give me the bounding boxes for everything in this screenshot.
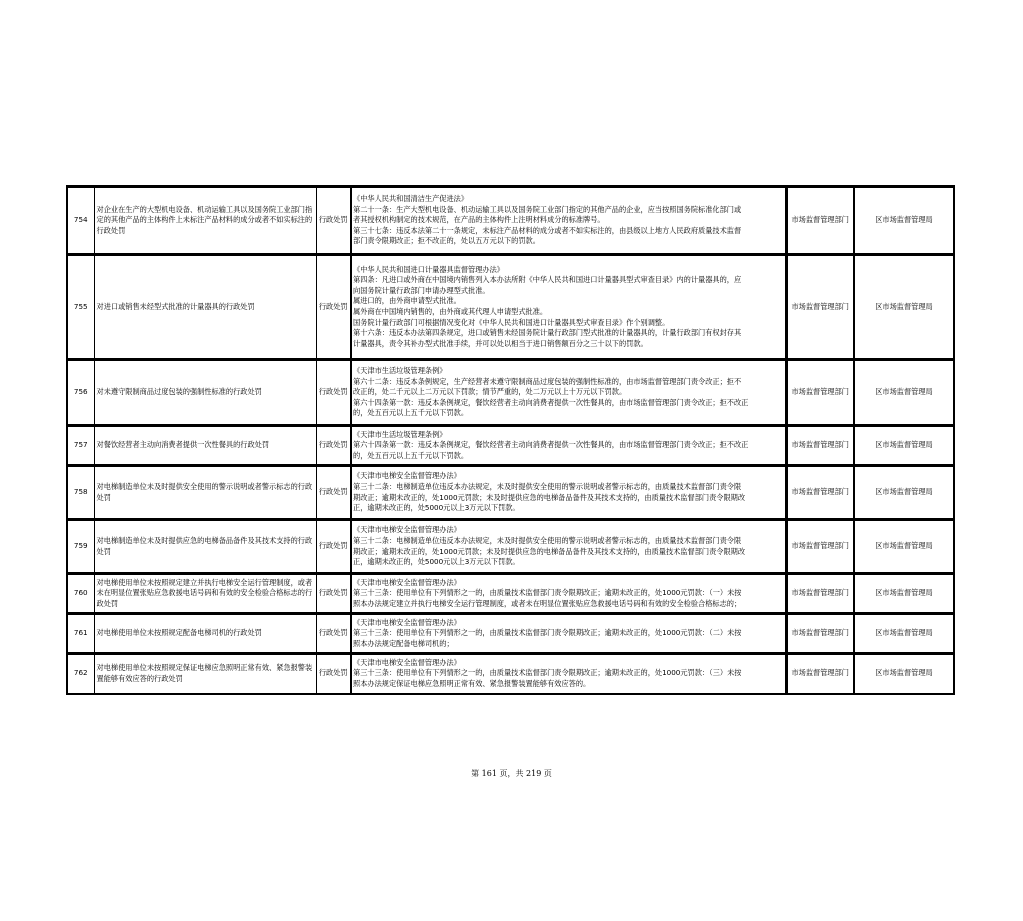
responsible-dept: 市场监督管理部门 [786,255,854,360]
table-row [67,187,954,255]
legal-basis [351,187,786,255]
legal-basis-line: 改正的，处二千元以上二万元以下罚款；情节严重的，处二万元以上十万元以下罚款。 [353,387,627,397]
legal-basis-line: 照本办法规定配备电梯司机的； [353,638,454,648]
legal-basis-line: 国务院计量行政部门可根据情况变化对《中华人民共和国进口计量器具型式审查目录》作个别调整。 [353,317,670,327]
legal-basis-line: 计量器具，责令其补办型式批准手续，并可以处以相当于进口销售额百分之三十以下的罚款。 [353,338,648,348]
page-footer: 第 161 页，共 219 页 [471,769,552,778]
legal-basis-line: 第三十二条：电梯制造单位违反本办法规定，未及时提供安全使用的警示说明或者警示标志的，由质量技术监督部门责令限 [353,535,742,545]
legal-basis-line: 《天津市电梯安全监督管理办法》 [353,577,461,587]
item-number: 761 [67,614,94,654]
implementing-agency: 区市场监督管理局 [854,426,954,466]
item-name: 对企业在生产的大型机电设备、机动运输工具以及国务院工业部门指定的其他产品的主体构件上未标注产品材料的成分或者不如实标注的行政处罚 [94,187,316,255]
item-number: 754 [67,187,94,255]
table-row [67,255,954,360]
legal-basis [351,466,786,520]
table-body [67,187,954,694]
implementing-agency: 区市场监督管理局 [854,466,954,520]
legal-basis-line: 第四条：凡进口或外商在中国境内销售列入本办法所附《中华人民共和国进口计量器具型式审查目录》内的计量器具的，应 [353,275,742,285]
table-row [67,614,954,654]
responsible-dept: 市场监督管理部门 [786,426,854,466]
item-type: 行政处罚 [316,520,351,574]
implementing-agency: 区市场监督管理局 [854,255,954,360]
legal-basis-line: 正，逾期未改正的，处5000元以上3万元以下罚款。 [353,503,520,513]
implementing-agency: 区市场监督管理局 [854,520,954,574]
item-type: 行政处罚 [316,255,351,360]
legal-basis-line: 第六十二条：违反本条例规定，生产经营者未遵守限制商品过度包装的强制性标准的，由市场监督管理部门责令改正；拒不 [353,376,742,386]
table-row [67,574,954,614]
legal-basis-line: 第六十四条第一款：违反本条例规定，餐饮经营者主动向消费者提供一次性餐具的，由市场监督管理部门责令改正；拒不改正 [353,440,749,450]
item-type: 行政处罚 [316,574,351,614]
legal-basis-line: 正，逾期未改正的，处5000元以上3万元以下罚款。 [353,557,520,567]
item-number: 760 [67,574,94,614]
legal-basis-line: 的，处五百元以上五千元以下罚款。 [353,408,469,418]
legal-basis-line: 第三十二条：电梯制造单位违反本办法规定，未及时提供安全使用的警示说明或者警示标志的，由质量技术监督部门责令限 [353,481,742,491]
legal-basis-line: 《天津市电梯安全监督管理办法》 [353,657,461,667]
legal-basis [351,574,786,614]
legal-basis-line: 《中华人民共和国进口计量器具监督管理办法》 [353,264,504,274]
legal-basis [351,654,786,694]
responsible-dept: 市场监督管理部门 [786,187,854,255]
legal-basis [351,360,786,426]
item-name: 对电梯制造单位未及时提供安全使用的警示说明或者警示标志的行政处罚 [94,466,316,520]
responsible-dept: 市场监督管理部门 [786,574,854,614]
item-number: 756 [67,360,94,426]
item-name: 对电梯使用单位未按照规定建立并执行电梯安全运行管理制度，或者未在明显位置张贴应急救援电话号码和有效的安全检验合格标志的行政处罚 [94,574,316,614]
implementing-agency: 区市场监督管理局 [854,654,954,694]
table-row [67,360,954,426]
legal-basis-line: 第三十三条：使用单位有下列情形之一的，由质量技术监督部门责令限期改正；逾期未改正的，处1000元罚款：（一）未按 [353,588,742,598]
legal-basis-line: 照本办法规定保证电梯应急照明正常有效、紧急报警装置能够有效应答的。 [353,679,591,689]
legal-basis-line: 《天津市电梯安全监督管理办法》 [353,525,461,535]
item-name: 对电梯使用单位未按照规定配备电梯司机的行政处罚 [94,614,316,654]
table-row [67,466,954,520]
implementing-agency: 区市场监督管理局 [854,614,954,654]
legal-basis-line: 第十六条：违反本办法第四条规定，进口或销售未经国务院计量行政部门型式批准的计量器具的，计量行政部门有权封存其 [353,328,742,338]
implementing-agency: 区市场监督管理局 [854,360,954,426]
legal-basis-line: 照本办法规定建立并执行电梯安全运行管理制度，或者未在明显位置张贴应急救援电话号码和有效的安全检验合格标志的； [353,598,742,608]
item-type: 行政处罚 [316,654,351,694]
item-type: 行政处罚 [316,426,351,466]
legal-basis-line: 期改正；逾期未改正的，处1000元罚款；未及时提供应急的电梯备品备件及其技术支持的，由质量技术监督部门责令限期改 [353,546,746,556]
item-name: 对进口或销售未经型式批准的计量器具的行政处罚 [94,255,316,360]
item-type: 行政处罚 [316,360,351,426]
legal-basis-line: 部门责令限期改正；拒不改正的，处以五万元以下的罚款。 [353,236,540,246]
table-row [67,426,954,466]
legal-basis-line: 《天津市电梯安全监督管理办法》 [353,617,461,627]
legal-basis-line: 第三十三条：使用单位有下列情形之一的，由质量技术监督部门责令限期改正；逾期未改正的，处1000元罚款：（三）未按 [353,668,742,678]
legal-basis [351,614,786,654]
responsible-dept: 市场监督管理部门 [786,614,854,654]
legal-basis-line: 第六十四条第一款：违反本条例规定，餐饮经营者主动向消费者提供一次性餐具的，由市场监督管理部门责令改正；拒不改正 [353,397,749,407]
implementing-agency: 区市场监督管理局 [854,574,954,614]
legal-basis-line: 向国务院计量行政部门申请办理型式批准。 [353,285,490,295]
legal-basis-line: 的，处五百元以上五千元以下罚款。 [353,450,469,460]
item-number: 755 [67,255,94,360]
item-name: 对未遵守限制商品过度包装的强制性标准的行政处罚 [94,360,316,426]
item-name: 对餐饮经营者主动向消费者提供一次性餐具的行政处罚 [94,426,316,466]
legal-basis [351,520,786,574]
legal-basis-line: 《中华人民共和国清洁生产促进法》 [353,194,469,204]
table-row [67,520,954,574]
item-type: 行政处罚 [316,187,351,255]
legal-basis [351,255,786,360]
implementing-agency: 区市场监督管理局 [854,187,954,255]
table-row [67,654,954,694]
responsible-dept: 市场监督管理部门 [786,520,854,574]
item-type: 行政处罚 [316,466,351,520]
legal-basis-line: 属外商在中国境内销售的，由外商或其代理人申请型式批准。 [353,307,548,316]
legal-basis-line: 《天津市生活垃圾管理条例》 [353,366,447,376]
legal-basis-line: 《天津市电梯安全监督管理办法》 [353,471,461,481]
legal-basis [351,426,786,466]
item-number: 762 [67,654,94,694]
legal-basis-line: 《天津市生活垃圾管理条例》 [353,429,447,439]
item-number: 758 [67,466,94,520]
item-name: 对电梯使用单位未按照规定保证电梯应急照明正常有效、紧急报警装置能够有效应答的行政处罚 [94,654,316,694]
responsible-dept: 市场监督管理部门 [786,466,854,520]
item-type: 行政处罚 [316,614,351,654]
legal-basis-line: 第三十七条：违反本法第二十一条规定，未标注产品材料的成分或者不如实标注的，由县级以上地方人民政府质量技术监督 [353,225,742,235]
legal-basis-line: 第二十一条：生产大型机电设备、机动运输工具以及国务院工业部门指定的其他产品的企业，应当按照国务院标准化部门或 [353,204,742,214]
legal-basis-line: 属进口的，由外商申请型式批准。 [353,296,461,306]
responsible-dept: 市场监督管理部门 [786,654,854,694]
legal-basis-line: 者其授权机构制定的技术规范，在产品的主体构件上注明材料成分的标准牌号。 [353,215,605,225]
legal-basis-line: 期改正；逾期未改正的，处1000元罚款；未及时提供应急的电梯备品备件及其技术支持的，由质量技术监督部门责令限期改 [353,492,746,502]
item-number: 757 [67,426,94,466]
legal-basis-line: 第三十三条：使用单位有下列情形之一的，由质量技术监督部门责令限期改正；逾期未改正的，处1000元罚款：（二）未按 [353,628,742,638]
item-name: 对电梯制造单位未及时提供应急的电梯备品备件及其技术支持的行政处罚 [94,520,316,574]
penalty-items-table [66,185,955,695]
responsible-dept: 市场监督管理部门 [786,360,854,426]
item-number: 759 [67,520,94,574]
